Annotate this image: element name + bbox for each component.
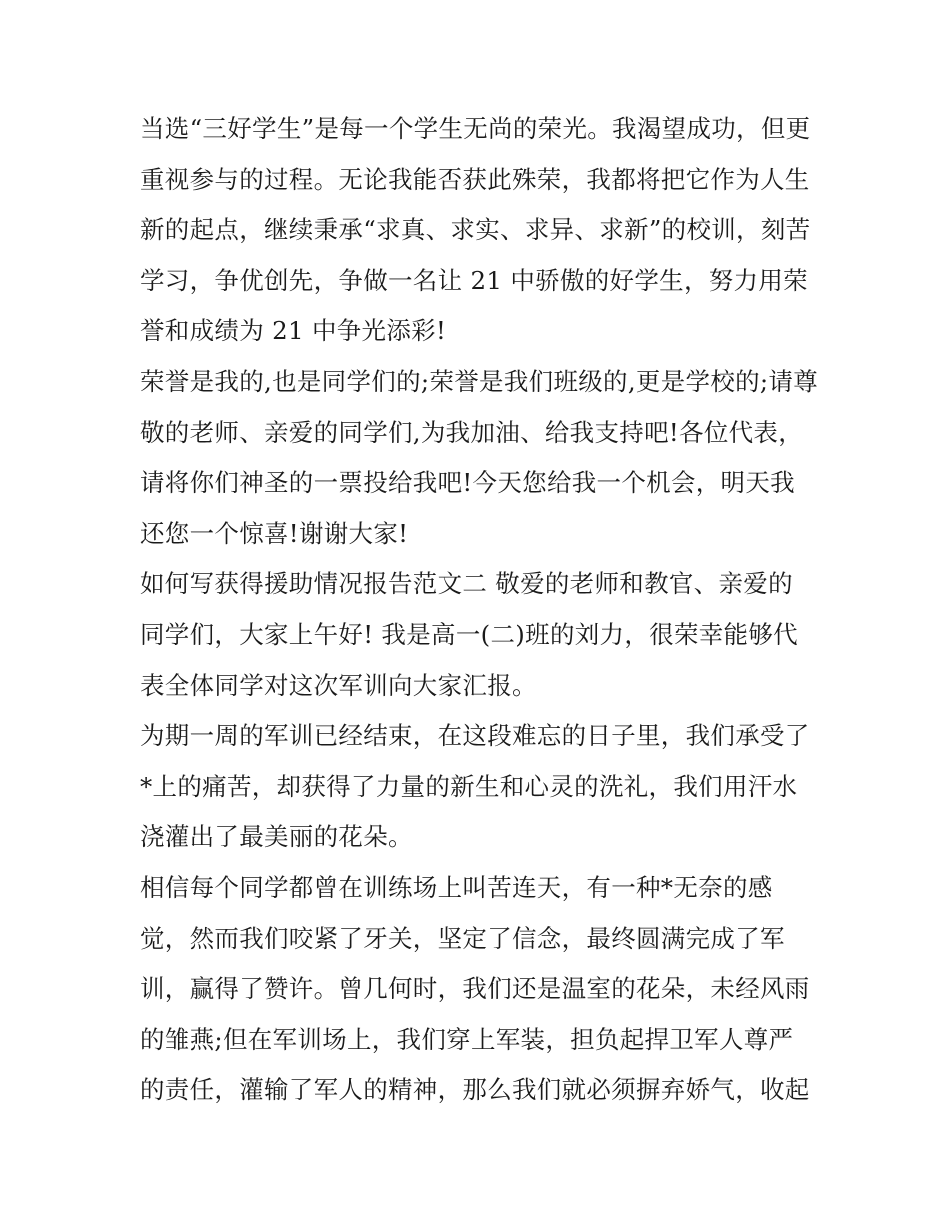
text-line: 训，赢得了赞许。曾几何时，我们还是温室的花朵，未经风雨 xyxy=(140,974,810,1004)
text-line: 荣誉是我的,也是同学们的;荣誉是我们班级的,更是学校的;请尊 xyxy=(140,366,819,396)
text-line: 觉，然而我们咬紧了牙关，坚定了信念，最终圆满完成了军 xyxy=(140,923,785,953)
text-line: 表全体同学对这次军训向大家汇报。 xyxy=(140,670,537,700)
document-body-text xyxy=(140,104,820,1116)
text-line: 誉和成绩为 21 中争光添彩! xyxy=(140,316,447,346)
text-line: 的雏燕;但在军训场上，我们穿上军装，担负起捍卫军人尊严 xyxy=(140,1024,794,1054)
text-line: *上的痛苦，却获得了力量的新生和心灵的洗礼，我们用汗水 xyxy=(140,771,798,801)
text-line: 浇灌出了最美丽的花朵。 xyxy=(140,822,413,852)
text-line: 的责任，灌输了军人的精神，那么我们就必须摒弃娇气，收起 xyxy=(140,1075,810,1105)
text-line: 同学们，大家上午好! 我是高一(二)班的刘力，很荣幸能够代 xyxy=(140,619,798,649)
text-line: 相信每个同学都曾在训练场上叫苦连天，有一种*无奈的感 xyxy=(140,872,773,902)
text-line: 为期一周的军训已经结束，在这段难忘的日子里，我们承受了 xyxy=(140,721,810,751)
text-line: 敬的老师、亲爱的同学们,为我加油、给我支持吧!各位代表， xyxy=(140,417,804,447)
text-line: 还您一个惊喜!谢谢大家! xyxy=(140,518,409,548)
text-line: 学习，争优创先，争做一名让 21 中骄傲的好学生，努力用荣 xyxy=(140,265,808,295)
text-line: 重视参与的过程。无论我能否获此殊荣，我都将把它作为人生 xyxy=(140,164,810,194)
text-line: 新的起点，继续秉承“求真、求实、求异、求新”的校训，刻苦 xyxy=(140,215,811,245)
text-line: 当选“三好学生”是每一个学生无尚的荣光。我渴望成功，但更 xyxy=(140,114,811,143)
text-line: 如何写获得援助情况报告范文二 敬爱的老师和教官、亲爱的 xyxy=(140,569,793,599)
text-line: 请将你们神圣的一票投给我吧!今天您给我一个机会，明天我 xyxy=(140,468,795,498)
